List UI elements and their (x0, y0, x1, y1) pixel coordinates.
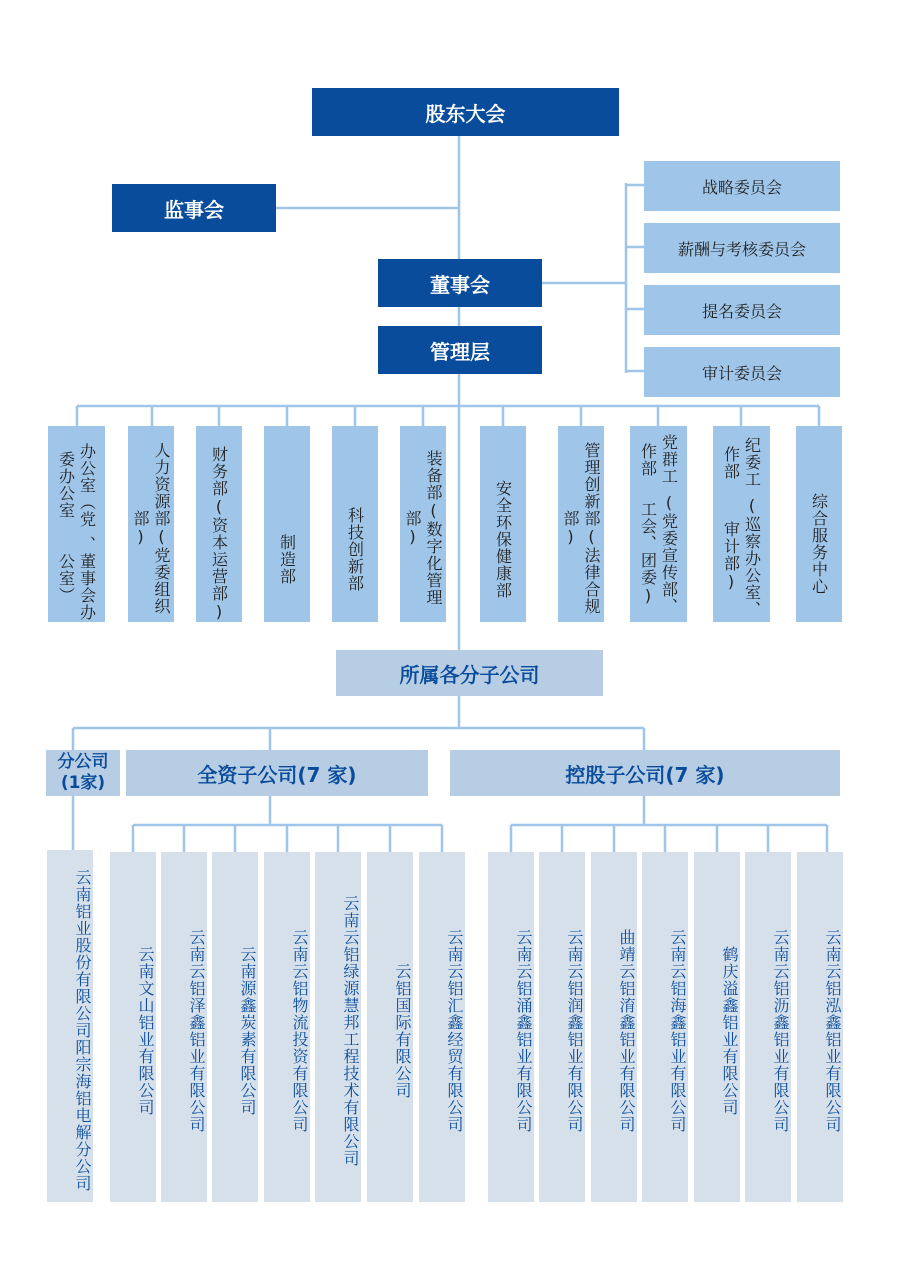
company-box (642, 852, 688, 1202)
committee-label: 审计委员会 (701, 363, 782, 383)
company-label: 曲靖云铝淯鑫铝业有限公司 (617, 929, 636, 1133)
department-sublabel: 、董事会办公室） (56, 535, 97, 621)
company-label: 云南云铝沥鑫铝业有限公司 (771, 929, 790, 1133)
department-box (332, 426, 378, 622)
department-label: 装备部(数字化管理部) (403, 450, 443, 606)
company-label: 鹤庆溢鑫铝业有限公司 (720, 946, 739, 1116)
company-label: 云南云铝润鑫铝业有限公司 (565, 929, 584, 1133)
department-box (480, 426, 526, 622)
company-box (264, 852, 310, 1202)
branch-group-label: 分公司(1家) (57, 752, 109, 793)
department-label: 财务部(资本运营部) (209, 446, 229, 622)
company-box (367, 852, 413, 1202)
supervisors-label: 监事会 (164, 197, 224, 222)
department-box (558, 426, 604, 622)
company-box (539, 852, 585, 1202)
shareholders-box (312, 88, 619, 136)
department-sublabel: (党委宣传部、工会、团委) (638, 492, 679, 615)
company-box (315, 852, 361, 1202)
board-label: 董事会 (430, 272, 490, 297)
department-label: 制造部 (277, 533, 297, 585)
department-label: 办公室（党委办公室 (56, 442, 97, 528)
committee-box (644, 285, 840, 335)
department-box (796, 426, 842, 622)
committee-label: 战略委员会 (701, 177, 782, 197)
company-box (797, 852, 843, 1202)
management-box (378, 326, 542, 374)
wholly-owned-group-label: 全资子公司(7 家) (197, 762, 357, 787)
subsidiaries-header (336, 650, 603, 696)
company-box (745, 852, 791, 1202)
department-box (630, 426, 687, 622)
department-box (713, 426, 770, 622)
department-label: 党群工作部 (638, 434, 679, 486)
company-box (488, 852, 534, 1202)
department-sublabel: (巡察办公室、审计部) (721, 495, 762, 618)
company-box (591, 852, 637, 1202)
company-label: 云南云铝海鑫铝业有限公司 (668, 929, 687, 1133)
company-label: 云南源鑫炭素有限公司 (238, 946, 257, 1116)
company-box (161, 852, 207, 1202)
company-label: 云南铝业股份有限公司阳宗海铝电解分公司 (73, 868, 92, 1192)
committee-label: 薪酬与考核委员会 (677, 239, 806, 259)
department-box (48, 426, 105, 622)
department-label: 纪委工作部 (721, 437, 762, 489)
company-label: 云南云铝泓鑫铝业有限公司 (823, 929, 842, 1133)
company-box (212, 852, 258, 1202)
department-box (264, 426, 310, 622)
department-label: 综合服务中心 (809, 493, 829, 595)
department-box (196, 426, 242, 622)
company-label: 云南文山铝业有限公司 (136, 946, 155, 1116)
management-label: 管理层 (430, 339, 490, 364)
department-label: 管理创新部(法律合规部) (561, 441, 601, 615)
board-box (378, 259, 542, 307)
company-box (110, 852, 156, 1202)
department-box (128, 426, 174, 622)
company-label: 云铝国际有限公司 (393, 963, 412, 1099)
branch-company-box (47, 850, 93, 1202)
company-label: 云南云铝泽鑫铝业有限公司 (187, 929, 206, 1133)
committee-box (644, 347, 840, 397)
holding-group-label: 控股子公司(7 家) (565, 762, 725, 787)
company-box (694, 852, 740, 1202)
company-label: 云南云铝物流投资有限公司 (290, 929, 309, 1133)
supervisors-box (112, 184, 276, 232)
holding-group-box (450, 750, 840, 796)
company-label: 云南云铝汇鑫经贸有限公司 (445, 929, 464, 1133)
company-box (419, 852, 465, 1202)
subsidiaries-label: 所属各分子公司 (399, 662, 540, 687)
company-label: 云南云铝涌鑫铝业有限公司 (514, 929, 533, 1133)
branch-group-box (46, 750, 120, 796)
department-box (400, 426, 446, 622)
department-label: 安全环保健康部 (493, 479, 513, 599)
committee-label: 提名委员会 (701, 301, 782, 321)
shareholders-label: 股东大会 (425, 101, 506, 126)
company-label: 云南云铝绿源慧邦工程技术有限公司 (341, 895, 360, 1167)
department-label: 科技创新部 (345, 506, 365, 592)
wholly-owned-group-box (126, 750, 428, 796)
department-label: 人力资源部(党委组织部) (131, 441, 171, 615)
committee-box (644, 223, 840, 273)
committee-box (644, 161, 840, 211)
